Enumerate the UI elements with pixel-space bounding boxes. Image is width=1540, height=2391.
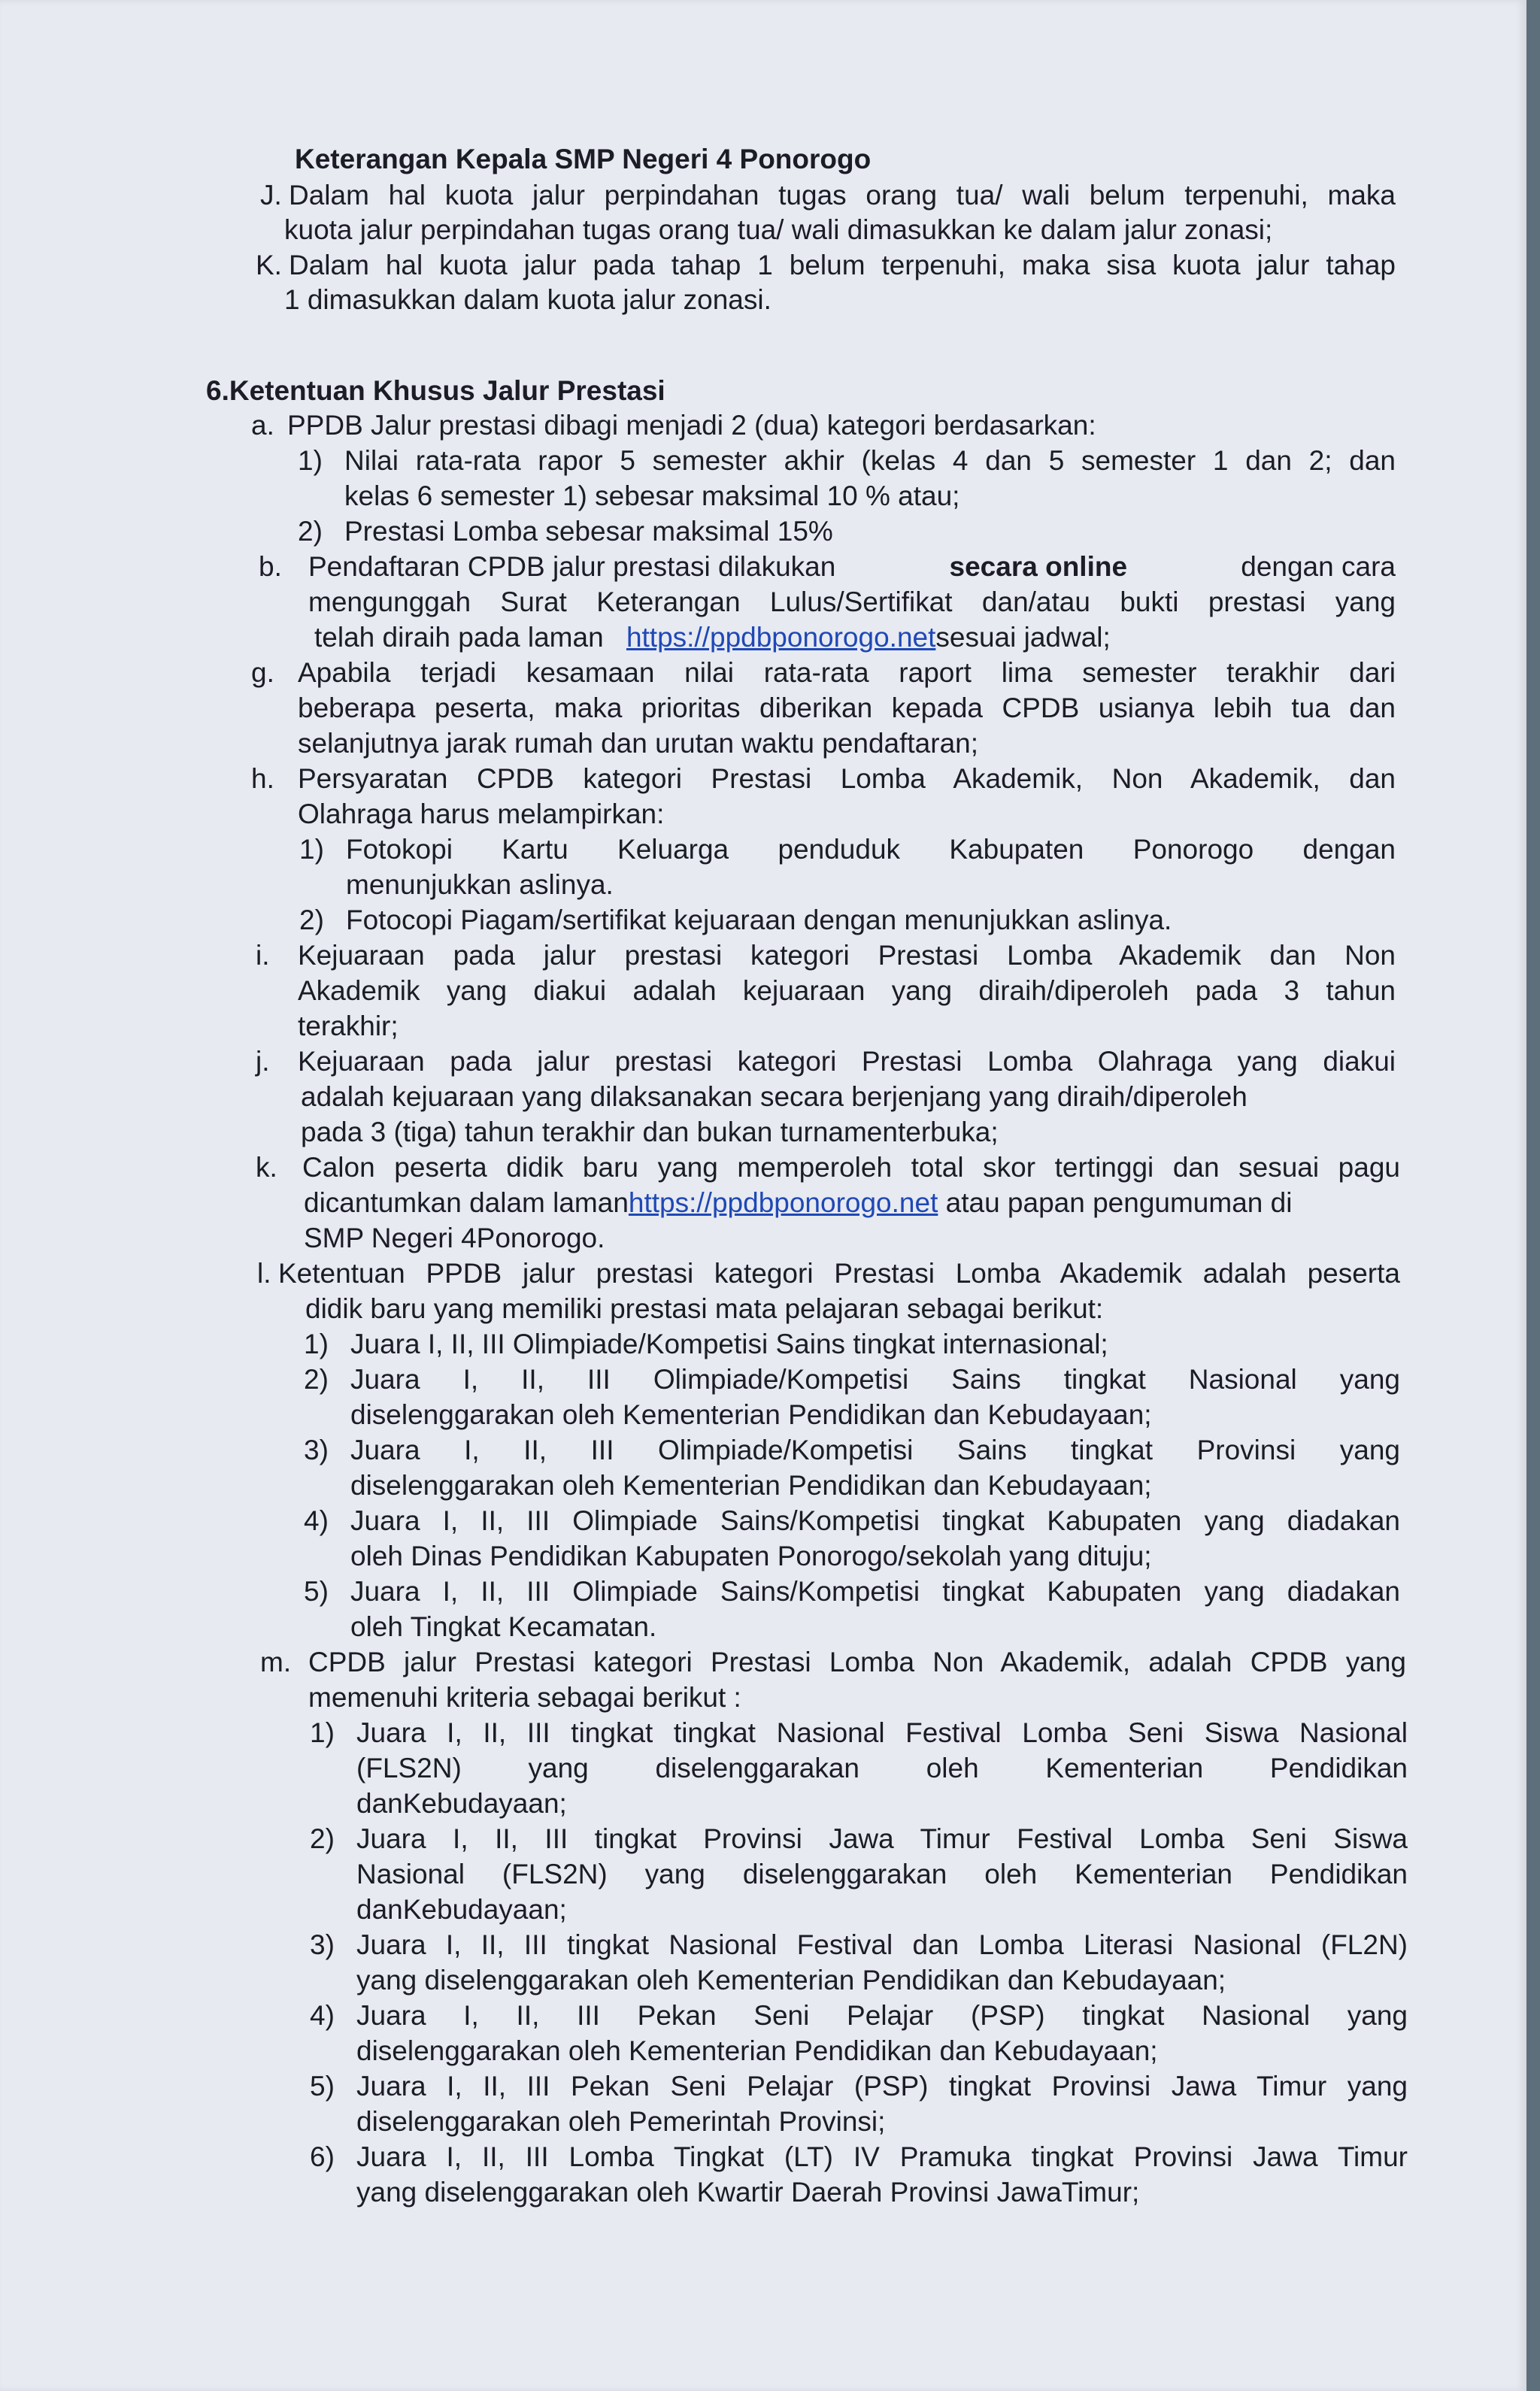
item-a-sub2-line1: Prestasi Lomba sebesar maksimal 15% bbox=[344, 516, 833, 547]
item-b-line1-post: dengan cara bbox=[1241, 551, 1396, 582]
item-m-sub4-line2: diselenggarakan oleh Kementerian Pendidikan dan Kebudayaan; bbox=[356, 2035, 1158, 2066]
item-m-line2: memenuhi kriteria sebagai berikut : bbox=[308, 1682, 741, 1713]
item-m-sub1-line3: danKebudayaan; bbox=[356, 1788, 567, 1819]
item-b-line3 bbox=[314, 620, 1111, 655]
ppdb-link[interactable]: https://ppdbponorogo.net bbox=[626, 622, 936, 653]
section-title: 6.Ketentuan Khusus Jalur Prestasi bbox=[206, 375, 665, 406]
item-j-line3: pada 3 (tiga) tahun terakhir dan bukan turnamenterbuka; bbox=[301, 1117, 999, 1147]
item-k-line2-pre: dicantumkan dalam laman bbox=[304, 1187, 629, 1218]
item-b-line1-pre: Pendaftaran CPDB jalur prestasi dilakukan bbox=[308, 551, 836, 582]
item-m-sub6-line1: Juara I, II, III Lomba Tingkat (LT) IV Pramuka tingkat Provinsi Jawa Timur bbox=[356, 2141, 1408, 2172]
item-k-line2-post: atau papan pengumuman di bbox=[938, 1187, 1293, 1218]
item-l-sub1-line1: Juara I, II, III Olimpiade/Kompetisi Sains tingkat internasional; bbox=[350, 1329, 1108, 1359]
item-K-label: K. bbox=[256, 250, 282, 280]
item-l-sub4-num: 4) bbox=[304, 1505, 329, 1536]
item-a-text: PPDB Jalur prestasi dibagi menjadi 2 (dua) kategori berdasarkan: bbox=[287, 410, 1096, 441]
item-l-sub5-num: 5) bbox=[304, 1576, 329, 1607]
item-a-sub1-num: 1) bbox=[298, 445, 323, 476]
item-l-sub3-num: 3) bbox=[304, 1435, 329, 1465]
item-l-sub5-line2: oleh Tingkat Kecamatan. bbox=[350, 1611, 657, 1642]
item-m-sub3-num: 3) bbox=[310, 1929, 335, 1960]
item-j-line2: adalah kejuaraan yang dilaksanakan secara berjenjang yang diraih/diperoleh bbox=[301, 1081, 1247, 1112]
item-h-label: h. bbox=[251, 763, 274, 794]
item-m-sub3-line1: Juara I, II, III tingkat Nasional Festival dan Lomba Literasi Nasional (FL2N) bbox=[356, 1929, 1408, 1960]
item-h-line2: Olahraga harus melampirkan: bbox=[298, 799, 665, 829]
item-g-label: g. bbox=[251, 657, 274, 688]
item-l-sub5-line1: Juara I, II, III Olimpiade Sains/Kompetisi tingkat Kabupaten yang diadakan bbox=[350, 1576, 1400, 1607]
item-m-sub6-line2: yang diselenggarakan oleh Kwartir Daerah Provinsi JawaTimur; bbox=[356, 2177, 1140, 2208]
item-J-label: J. bbox=[260, 180, 282, 211]
item-g-line3: selanjutnya jarak rumah dan urutan waktu pendaftaran; bbox=[298, 728, 979, 759]
item-m-sub2-num: 2) bbox=[310, 1823, 335, 1854]
item-l-sub2-num: 2) bbox=[304, 1364, 329, 1395]
document-header: Keterangan Kepala SMP Negeri 4 Ponorogo bbox=[295, 144, 872, 174]
item-i-line3: terakhir; bbox=[298, 1011, 399, 1041]
item-j-label: j. bbox=[256, 1046, 270, 1077]
item-K-line1: Dalam hal kuota jalur pada tahap 1 belum terpenuhi, maka sisa kuota jalur tahap bbox=[289, 250, 1396, 280]
item-m-label: m. bbox=[260, 1647, 292, 1677]
item-l-sub3-line1: Juara I, II, III Olimpiade/Kompetisi Sains tingkat Provinsi yang bbox=[350, 1435, 1400, 1465]
item-h-sub1-line2: menunjukkan aslinya. bbox=[346, 869, 614, 900]
item-m-sub5-line2: diselenggarakan oleh Pemerintah Provinsi; bbox=[356, 2106, 886, 2137]
item-m-sub4-num: 4) bbox=[310, 2000, 335, 2031]
item-h-sub1-num: 1) bbox=[299, 834, 324, 865]
item-m-line1: CPDB jalur Prestasi kategori Prestasi Lomba Non Akademik, adalah CPDB yang bbox=[308, 1647, 1406, 1677]
item-h-line1: Persyaratan CPDB kategori Prestasi Lomba Akademik, Non Akademik, dan bbox=[298, 763, 1396, 794]
item-h-sub1-line1: Fotokopi Kartu Keluarga penduduk Kabupaten Ponorogo dengan bbox=[346, 834, 1396, 865]
item-a-sub1-line2: kelas 6 semester 1) sebesar maksimal 10 % atau; bbox=[344, 480, 960, 511]
item-m-sub2-line2: Nasional (FLS2N) yang diselenggarakan oleh Kementerian Pendidikan bbox=[356, 1859, 1408, 1889]
item-a-sub1-line1: Nilai rata-rata rapor 5 semester akhir (kelas 4 dan 5 semester 1 dan 2; dan bbox=[344, 445, 1396, 476]
item-b-line3-pre: telah diraih pada laman bbox=[314, 622, 604, 653]
item-i-line2: Akademik yang diakui adalah kejuaraan yang diraih/diperoleh pada 3 tahun bbox=[298, 975, 1396, 1006]
item-b-line1 bbox=[308, 549, 1396, 584]
item-h-sub2-line1: Fotocopi Piagam/sertifikat kejuaraan dengan menunjukkan aslinya. bbox=[346, 905, 1172, 935]
item-h-sub2-num: 2) bbox=[299, 905, 324, 935]
item-m-sub5-num: 5) bbox=[310, 2071, 335, 2102]
item-m-sub2-line3: danKebudayaan; bbox=[356, 1894, 567, 1925]
item-b-line2: mengunggah Surat Keterangan Lulus/Sertifikat dan/atau bukti prestasi yang bbox=[308, 586, 1396, 617]
item-l-sub4-line1: Juara I, II, III Olimpiade Sains/Kompetisi tingkat Kabupaten yang diadakan bbox=[350, 1505, 1400, 1536]
item-m-sub1-line2: (FLS2N) yang diselenggarakan oleh Kementerian Pendidikan bbox=[356, 1753, 1408, 1783]
item-m-sub5-line1: Juara I, II, III Pekan Seni Pelajar (PSP) tingkat Provinsi Jawa Timur yang bbox=[356, 2071, 1408, 2102]
item-g-line2: beberapa peserta, maka prioritas diberikan kepada CPDB usianya lebih tua dan bbox=[298, 692, 1396, 723]
item-m-sub1-num: 1) bbox=[310, 1717, 335, 1748]
item-k-label: k. bbox=[256, 1152, 277, 1183]
item-a-sub2-num: 2) bbox=[298, 516, 323, 547]
item-i-line1: Kejuaraan pada jalur prestasi kategori Prestasi Lomba Akademik dan Non bbox=[298, 940, 1396, 971]
item-a-label: a. bbox=[251, 410, 274, 441]
item-k-line1: Calon peserta didik baru yang memperoleh total skor tertinggi dan sesuai pagu bbox=[302, 1152, 1400, 1183]
item-i-label: i. bbox=[256, 940, 270, 971]
item-l-sub3-line2: diselenggarakan oleh Kementerian Pendidikan dan Kebudayaan; bbox=[350, 1470, 1152, 1501]
item-m-sub6-num: 6) bbox=[310, 2141, 335, 2172]
item-l-line2: didik baru yang memiliki prestasi mata pelajaran sebagai berikut: bbox=[305, 1293, 1104, 1324]
item-K-line2: 1 dimasukkan dalam kuota jalur zonasi. bbox=[284, 284, 772, 315]
item-j-line1: Kejuaraan pada jalur prestasi kategori Prestasi Lomba Olahraga yang diakui bbox=[298, 1046, 1396, 1077]
item-k-line2 bbox=[304, 1185, 1292, 1220]
item-m-sub1-line1: Juara I, II, III tingkat tingkat Nasional Festival Lomba Seni Siswa Nasional bbox=[356, 1717, 1408, 1748]
item-l-sub2-line1: Juara I, II, III Olimpiade/Kompetisi Sains tingkat Nasional yang bbox=[350, 1364, 1400, 1395]
item-m-sub4-line1: Juara I, II, III Pekan Seni Pelajar (PSP) tingkat Nasional yang bbox=[356, 2000, 1408, 2031]
item-l-label: l. bbox=[257, 1258, 271, 1289]
item-l-sub2-line2: diselenggarakan oleh Kementerian Pendidikan dan Kebudayaan; bbox=[350, 1399, 1152, 1430]
item-m-sub2-line1: Juara I, II, III tingkat Provinsi Jawa Timur Festival Lomba Seni Siswa bbox=[356, 1823, 1408, 1854]
item-b-line3-post: sesuai jadwal; bbox=[935, 622, 1111, 653]
item-k-line3: SMP Negeri 4Ponorogo. bbox=[304, 1223, 605, 1253]
item-b-line1-bold: secara online bbox=[949, 551, 1128, 582]
item-l-sub1-num: 1) bbox=[304, 1329, 329, 1359]
item-J-line2: kuota jalur perpindahan tugas orang tua/ wali dimasukkan ke dalam jalur zonasi; bbox=[284, 214, 1273, 245]
item-m-sub3-line2: yang diselenggarakan oleh Kementerian Pendidikan dan Kebudayaan; bbox=[356, 1965, 1226, 1996]
item-b-label: b. bbox=[259, 551, 282, 582]
item-J-line1: Dalam hal kuota jalur perpindahan tugas orang tua/ wali belum terpenuhi, maka bbox=[289, 180, 1396, 211]
item-g-line1: Apabila terjadi kesamaan nilai rata-rata raport lima semester terakhir dari bbox=[298, 657, 1396, 688]
ppdb-link-2[interactable]: https://ppdbponorogo.net bbox=[628, 1187, 938, 1218]
item-l-sub4-line2: oleh Dinas Pendidikan Kabupaten Ponorogo/sekolah yang dituju; bbox=[350, 1541, 1152, 1571]
item-l-line1: Ketentuan PPDB jalur prestasi kategori Prestasi Lomba Akademik adalah peserta bbox=[278, 1258, 1400, 1289]
